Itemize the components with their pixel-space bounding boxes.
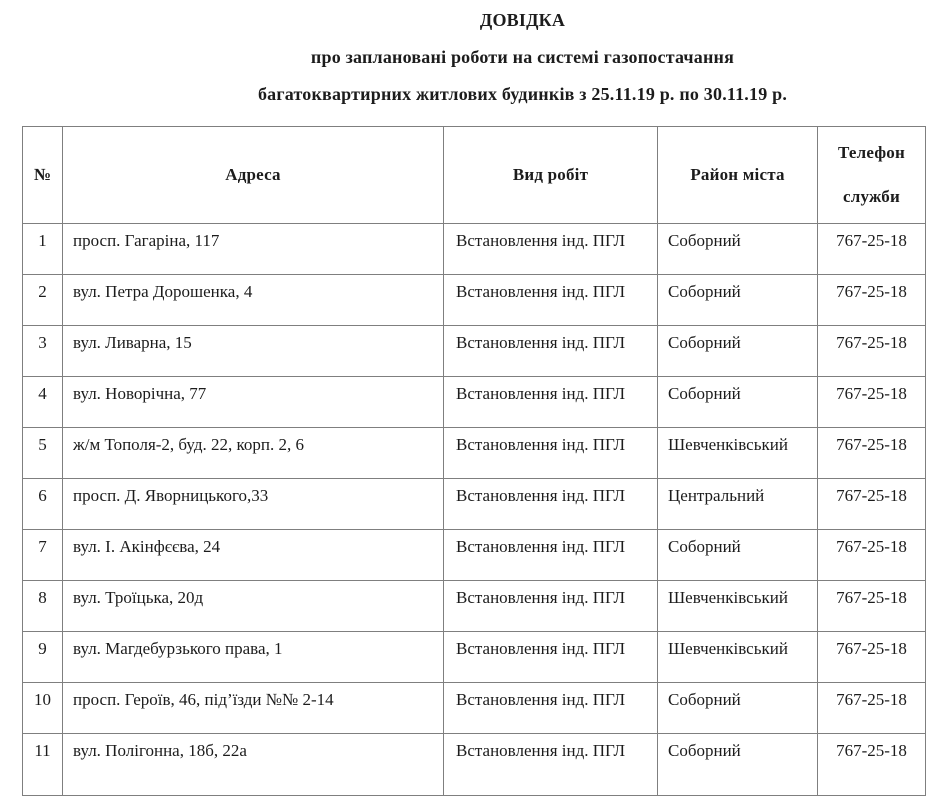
address-cell: просп. Героїв, 46, під’їзди №№ 2-14 [63,683,444,734]
work-type-cell: Встановлення інд. ПГЛ [444,377,658,428]
district-cell: Соборний [658,530,818,581]
phone-cell: 767-25-18 [818,326,926,377]
table-header-row [23,127,926,224]
row-number-cell: 3 [23,326,63,377]
phone-cell: 767-25-18 [818,377,926,428]
work-type-cell: Встановлення інд. ПГЛ [444,224,658,275]
table-row [23,224,926,275]
table-row [23,734,926,796]
district-cell: Шевченківський [658,581,818,632]
work-type-cell: Встановлення інд. ПГЛ [444,428,658,479]
table-row [23,581,926,632]
district-cell: Шевченківський [658,428,818,479]
table-row [23,632,926,683]
address-cell: вул. Петра Дорошенка, 4 [63,275,444,326]
district-cell: Соборний [658,377,818,428]
table-row [23,530,926,581]
address-cell: вул. Полігонна, 18б, 22а [63,734,444,796]
address-cell: вул. І. Акінфєєва, 24 [63,530,444,581]
document-title: ДОВІДКА [479,10,566,30]
row-number-cell: 4 [23,377,63,428]
row-number-cell: 2 [23,275,63,326]
address-cell: вул. Новорічна, 77 [63,377,444,428]
phone-cell: 767-25-18 [818,683,926,734]
district-cell: Соборний [658,683,818,734]
phone-cell: 767-25-18 [818,479,926,530]
column-header-address: Адреса [63,127,444,224]
phone-cell: 767-25-18 [818,224,926,275]
column-header-district: Район міста [658,127,818,224]
row-number-cell: 8 [23,581,63,632]
work-type-cell: Встановлення інд. ПГЛ [444,683,658,734]
table-row [23,428,926,479]
district-cell: Соборний [658,224,818,275]
table-row [23,326,926,377]
table-row [23,275,926,326]
document-subtitle-line2: багатоквартирних житлових будинків з 25.11.19 р. по 30.11.19 р. [257,84,788,104]
work-type-cell: Встановлення інд. ПГЛ [444,530,658,581]
row-number-cell: 7 [23,530,63,581]
address-cell: просп. Д. Яворницького,33 [63,479,444,530]
document-title-block [116,0,929,106]
phone-cell: 767-25-18 [818,734,926,796]
phone-cell: 767-25-18 [818,530,926,581]
row-number-cell: 11 [23,734,63,796]
work-type-cell: Встановлення інд. ПГЛ [444,326,658,377]
row-number-cell: 10 [23,683,63,734]
column-header-number: № [23,127,63,224]
address-cell: вул. Троїцька, 20д [63,581,444,632]
document-subtitle-line1: про заплановані роботи на системі газопостачання [310,47,735,67]
table-row [23,377,926,428]
table-row [23,479,926,530]
column-header-phone [818,127,926,224]
work-type-cell: Встановлення інд. ПГЛ [444,581,658,632]
row-number-cell: 5 [23,428,63,479]
district-cell: Соборний [658,326,818,377]
phone-cell: 767-25-18 [818,275,926,326]
row-number-cell: 9 [23,632,63,683]
row-number-cell: 6 [23,479,63,530]
planned-works-table [22,126,926,796]
work-type-cell: Встановлення інд. ПГЛ [444,734,658,796]
address-cell: вул. Магдебурзького права, 1 [63,632,444,683]
district-cell: Соборний [658,734,818,796]
row-number-cell: 1 [23,224,63,275]
phone-cell: 767-25-18 [818,428,926,479]
address-cell: просп. Гагаріна, 117 [63,224,444,275]
column-header-phone-line1: Телефон [838,143,905,162]
column-header-phone-line2: служби [843,187,900,206]
phone-cell: 767-25-18 [818,632,926,683]
table-row [23,683,926,734]
work-type-cell: Встановлення інд. ПГЛ [444,275,658,326]
district-cell: Соборний [658,275,818,326]
address-cell: вул. Ливарна, 15 [63,326,444,377]
phone-cell: 767-25-18 [818,581,926,632]
district-cell: Шевченківський [658,632,818,683]
district-cell: Центральний [658,479,818,530]
work-type-cell: Встановлення інд. ПГЛ [444,632,658,683]
column-header-work-type: Вид робіт [444,127,658,224]
address-cell: ж/м Тополя-2, буд. 22, корп. 2, 6 [63,428,444,479]
work-type-cell: Встановлення інд. ПГЛ [444,479,658,530]
